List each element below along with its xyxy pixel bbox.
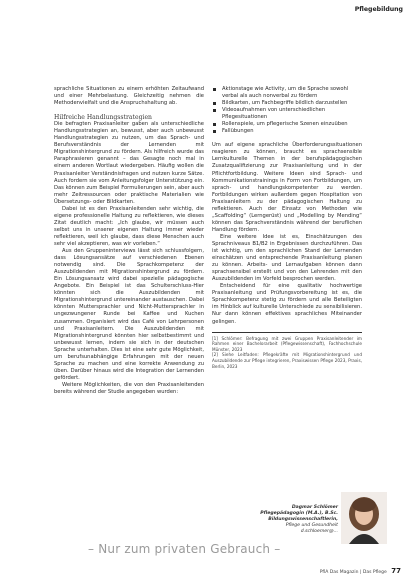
intro-paragraph: sprachliche Situationen zu einem erhöhten Zeitaufwand und einer Mehrbelastung. Gleichzeitig nehmen die Methodenvielfalt und die Anspruchshaltung ab. [54,86,204,107]
author-box [212,505,338,535]
bullet-item: Aktionstage wie Activity, um die Sprache sowohl verbal als auch nonverbal zu fördern [212,86,362,100]
bullet-item: Fallübungen [212,128,362,135]
page-footer [320,567,401,575]
author-role: Pflegepädagogin (M.A.), B.Sc. Bildungswissenschaftlerin, [260,511,338,523]
page-number: 77 [391,567,401,575]
author-portrait-image [341,492,387,544]
body-paragraph: Weitere Möglichkeiten, die von den Praxisanleitenden bereits während der Studie angegeben wurden: [54,381,204,395]
left-column [54,86,204,396]
right-column [212,86,362,369]
author-email: d.schloemer@... [300,529,338,535]
author-name: Dagmar Schlömer [291,505,338,510]
section-heading: Hilfreiche Handlungsstrategien [54,114,152,122]
body-paragraph: Entscheidend für eine qualitativ hochwertige Praxisanleitung und Prüfungsvorbereitung ist es, die Sprachkompetenz stetig zu fördern und alle Beteiligten im Hinblick auf kulturelle Unterschiede zu sensibilisieren. Nur dann können effektives sprachliches Miteinander gelingen. [212,283,362,325]
section-header: Pflegebildung [354,6,403,13]
bullet-list [212,86,362,135]
bullet-item: Rollenspiele, um pflegerische Szenen einzuüben [212,121,362,128]
footer-text: PflA Das Magazin | Das Pflege [319,570,387,575]
bullet-item: Bildkarten, um Fachbegriffe bildlich darzustellen [212,100,362,107]
watermark: – Nur zum privaten Gebrauch – [88,542,281,556]
footnote: [1] Schlömer: Befragung mit zwei Gruppen Praxisanleitender im Rahmen einer Bachelorarbeit (Pflegewissenschaft), Fachhochschule Münster, 2023 [212,335,362,352]
body-paragraph: Die befragten Praxisanleiter gaben als unterschiedliche Handlungsstrategien an, bewusst, aber auch unbewusst Handlungsstrategien zu nutzen, um das Sprach- und Berufsverständnis der Lernenden mit Migrationshintergrund zu fördern. Als hilfreich wurde das Paraphrasieren genannt – das Gesagte noch mal in einem anderen Wortlaut wiedergeben. Häufig wollen die Praxisanleiter Verständnisfragen und nutzen kurze Sätze. Auch fordern sie vom Anleitungsfolger Unterstützung ein. Das können zum Beispiel Formulierungen sein, aber auch mehr Zeitressourcen oder praktische Materialien wie Übersetzungs- oder Bildkarten. [54,121,204,205]
body-paragraph: Eine weitere Idee ist es, Einschätzungen des Sprachniveaus B1/B2 in Ergebnissen durchzuführen. Das ist wichtig, um den sprachlichen Stand der Lernenden einschätzen und entsprechende Praxisanleitung planen zu können. Arbeits- und Lernaufgaben können dann sprachsensibel erstellt und von den Lehrenden mit den Auszubildenden im Vorfeld besprochen werden. [212,233,362,283]
footnote-divider [212,332,362,333]
body-paragraph: Dabei ist es den Praxisanleitenden sehr wichtig, die eigene professionelle Haltung zu reflektieren, wie dieses Zitat deutlich macht: „Ich glaube, wir müssen auch selbst uns in unserer eigenen Haltung immer wieder reflektieren, weil ich glaube, dass diese Menschen auch sehr viel akzeptieren, was wir vorleben.“ [54,205,204,247]
body-paragraph: Aus den Gruppeninterviews lässt sich schlussfolgern, dass Lösungsansätze auf verschiedenen Ebenen notwendig sind. Die Sprachkompetenz der Auszubildenden mit Migrationshintergrund zu fördern. Ein Lösungsansatz wird dabei spezielle pädagogische Angebote. Ein Beispiel ist das Schulterschluss-Hier könnten sich die Auszubildenden mit Migrationshintergrund untereinander austauschen. Dabei könnten Muttersprachler und Nicht-Muttersprachler in ungezwungener Runde bei Kaffee und Kuchen zusammen. Organisiert wird das Café von Lehrpersonen und Praxisanleitern. Die Auszubildenden mit Migrationshintergrund könnten hier selbstbestimmt und unbewusst lernen, indem sie sich in der deutschen Sprache unterhalten. Dies ist eine sehr gute Möglichkeit, um berufsunabhängige Erfahrungen mit der neuen Sprache zu machen und eine korrekte Anwendung zu üben. Darüber hinaus wird die Integration der Lernenden gefördert. [54,248,204,381]
author-photo [341,492,387,544]
author-role-line2: Pflege und Gesundheit [285,523,338,529]
footnote: [2] Siehe Leitfaden: Pflegekräfte mit Migrationshintergrund und Auszubildende zur Pflege integrieren, Praxiswissen Pflege 2023, Praxis, Berlin, 2023 [212,352,362,369]
bullet-item: Videoaufnahmen von unterschiedlichen Pflegesituationen [212,107,362,121]
body-paragraph: Um auf eigene sprachliche Überforderungssituationen reagieren zu können, braucht es sprachsensible Lernkulturelle Themen in der berufspädagogischen Zusatzqualifizierung zur Praxisanleitung und in der Pflichtfortbildung. Weitere Ideen sind Sprach- und Kommunikationstrainings in Form von Fortbildungen, um sprach- und handlungskompetenter zu werden. Fortbildungen wirken außerdem gegen Hospitation von Praxisanleitern zu der pädagogischen Haltung zu reflektieren. Auch der Einsatz von Methoden wie „Scaffolding“ (Lerngerüst) und „Modelling by Mending“ können das Sprachverständnis während der beruflichen Handlung fördern. [212,142,362,233]
